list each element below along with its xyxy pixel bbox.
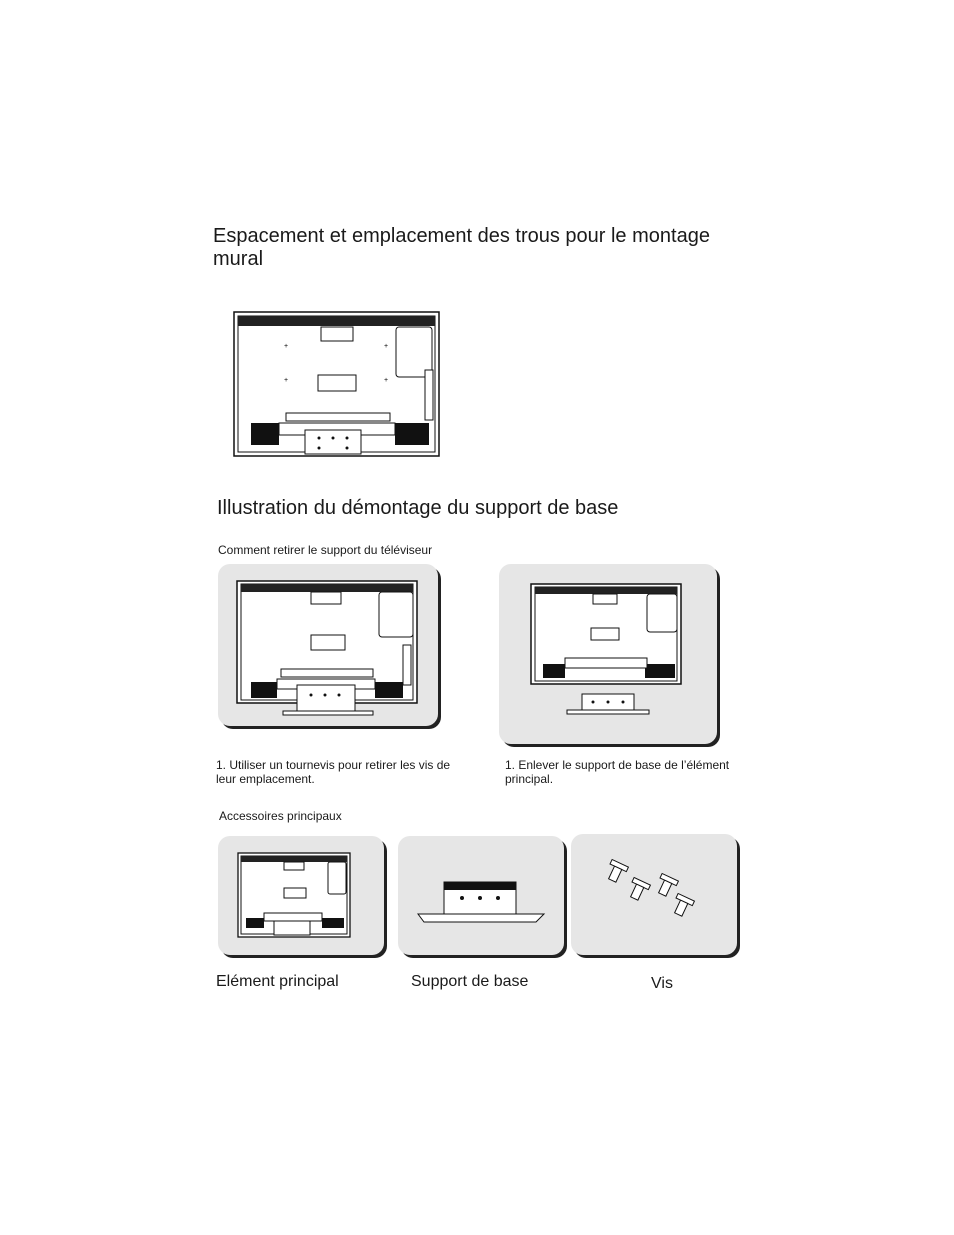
accessory-main-unit-panel: [218, 836, 384, 955]
step2-caption-line2: principal.: [505, 772, 554, 786]
tv-stand-detached-diagram: [527, 582, 687, 722]
step1-panel: [218, 564, 438, 726]
svg-text:+: +: [383, 343, 389, 350]
stand-removal-subtitle: Comment retirer le support du téléviseur: [218, 543, 433, 557]
tv-back-with-stand-diagram: [233, 579, 423, 719]
wall-mount-title-line1: Espacement et emplacement des trous pour le montage: [213, 225, 710, 247]
screws-icon: [601, 854, 711, 944]
main-unit-diagram: [236, 851, 354, 941]
svg-text:+: +: [283, 343, 289, 350]
step2-caption-line1: 1. Enlever le support de base de l’élément: [505, 758, 730, 772]
tv-back-wall-mount-diagram: [233, 310, 443, 460]
svg-text:+: +: [383, 377, 389, 384]
step2-panel: [499, 564, 717, 744]
accessory-label-screws: Vis: [651, 975, 673, 992]
svg-text:+: +: [283, 377, 289, 384]
accessory-base-stand-panel: [398, 836, 564, 955]
step1-caption-line1: 1. Utiliser un tournevis pour retirer les vis de: [216, 758, 451, 772]
base-stand-diagram: [416, 876, 546, 926]
accessory-screws-panel: [571, 834, 737, 955]
accessories-heading: Accessoires principaux: [219, 809, 342, 823]
wall-mount-title-line2: mural: [213, 248, 264, 270]
stand-removal-title: Illustration du démontage du support de base: [217, 497, 619, 519]
step1-caption-line2: leur emplacement.: [216, 772, 315, 786]
accessory-label-base-stand: Support de base: [411, 973, 529, 990]
accessory-label-main-unit: Elément principal: [216, 973, 339, 990]
